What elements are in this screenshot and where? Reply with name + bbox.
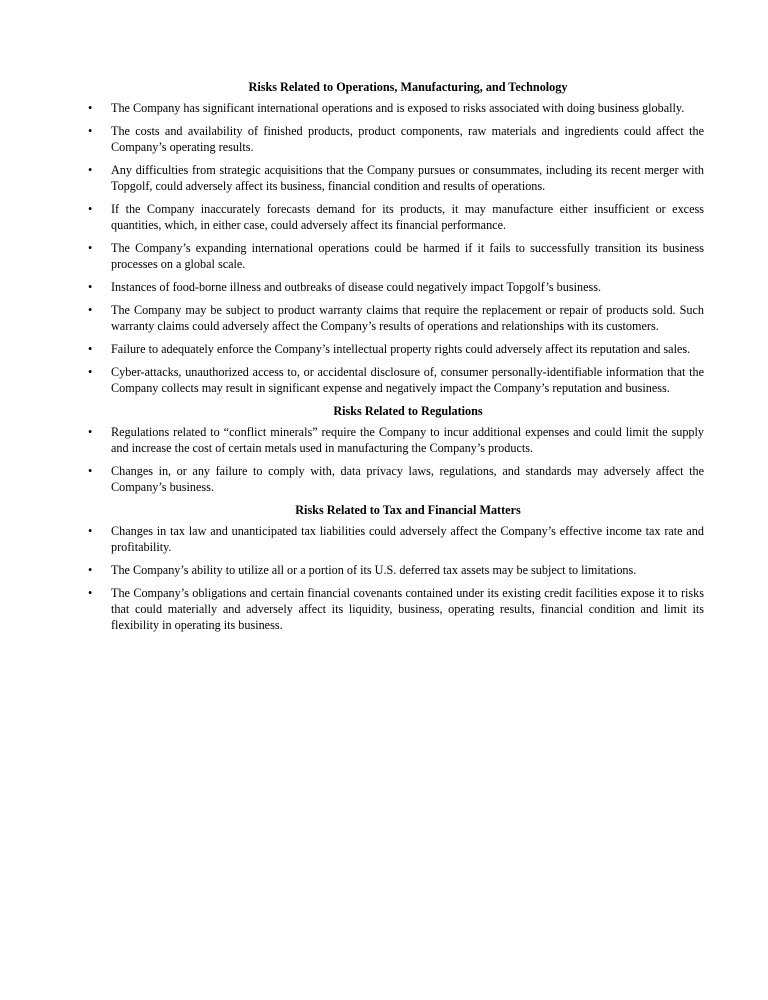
bullet-icon: • xyxy=(88,241,93,255)
bullet-text: The Company has significant international operations and is exposed to risks associated with doing business globally. xyxy=(111,101,685,115)
bullet-item xyxy=(88,364,704,396)
bullet-icon: • xyxy=(88,163,93,177)
bullet-item xyxy=(88,562,704,578)
bullet-text: Any difficulties from strategic acquisitions that the Company pursues or consummates, including its recent merger with Topgolf, could adversely affect its business, financial condition and results of operations. xyxy=(111,163,704,193)
bullet-item xyxy=(88,162,704,194)
bullet-item xyxy=(88,585,704,633)
bullet-item xyxy=(88,279,704,295)
bullet-text: The Company’s ability to utilize all or a portion of its U.S. deferred tax assets may be subject to limitations. xyxy=(111,563,637,577)
bullet-item xyxy=(88,341,704,357)
bullet-item xyxy=(88,201,704,233)
section-heading: Risks Related to Operations, Manufacturing, and Technology xyxy=(248,80,568,94)
bullet-item xyxy=(88,463,704,495)
bullet-text: Failure to adequately enforce the Company’s intellectual property rights could adversely affect its reputation and sales. xyxy=(111,342,691,356)
bullet-icon: • xyxy=(88,342,93,356)
bullet-icon: • xyxy=(88,280,93,294)
bullet-icon: • xyxy=(88,303,93,317)
section-heading: Risks Related to Regulations xyxy=(333,404,483,418)
risk-factors-document xyxy=(88,79,704,640)
bullet-icon: • xyxy=(88,365,93,379)
bullet-text: Instances of food-borne illness and outbreaks of disease could negatively impact Topgolf’s business. xyxy=(111,280,602,294)
bullet-text: The Company’s obligations and certain financial covenants contained under its existing credit facilities expose it to risks that could materially and adversely affect its liquidity, business, operating results, financial condition and limit its flexibility in operating its business. xyxy=(111,586,704,632)
bullet-item xyxy=(88,302,704,334)
bullet-text: Changes in tax law and unanticipated tax liabilities could adversely affect the Company’s effective income tax rate and profitability. xyxy=(111,524,704,554)
bullet-text: Cyber-attacks, unauthorized access to, or accidental disclosure of, consumer personally-identifiable information that the Company collects may result in significant expense and negatively impact the Company’s reputation and business. xyxy=(111,365,704,395)
bullet-text: Regulations related to “conflict minerals” require the Company to incur additional expenses and could limit the supply and increase the cost of certain metals used in manufacturing the Company’s products. xyxy=(111,425,704,455)
bullet-icon: • xyxy=(88,101,93,115)
bullet-icon: • xyxy=(88,464,93,478)
bullet-item xyxy=(88,100,704,116)
bullet-icon: • xyxy=(88,124,93,138)
bullet-icon: • xyxy=(88,586,93,600)
bullet-text: Changes in, or any failure to comply with, data privacy laws, regulations, and standards may adversely affect the Company’s business. xyxy=(111,464,704,494)
bullet-text: The Company may be subject to product warranty claims that require the replacement or repair of products sold. Such warranty claims could adversely affect the Company’s results of operations and relationships with its customers. xyxy=(111,303,704,333)
bullet-text: If the Company inaccurately forecasts demand for its products, it may manufacture either insufficient or excess quantities, which, in either case, could adversely affect its financial performance. xyxy=(111,202,704,232)
bullet-icon: • xyxy=(88,524,93,538)
bullet-item xyxy=(88,123,704,155)
bullet-icon: • xyxy=(88,425,93,439)
bullet-item xyxy=(88,523,704,555)
bullet-item xyxy=(88,240,704,272)
bullet-icon: • xyxy=(88,563,93,577)
section-heading: Risks Related to Tax and Financial Matters xyxy=(295,503,521,517)
bullet-icon: • xyxy=(88,202,93,216)
bullet-text: The Company’s expanding international operations could be harmed if it fails to successfully transition its business processes on a global scale. xyxy=(111,241,704,271)
bullet-item xyxy=(88,424,704,456)
bullet-text: The costs and availability of finished products, product components, raw materials and ingredients could affect the Company’s operating results. xyxy=(111,124,704,154)
